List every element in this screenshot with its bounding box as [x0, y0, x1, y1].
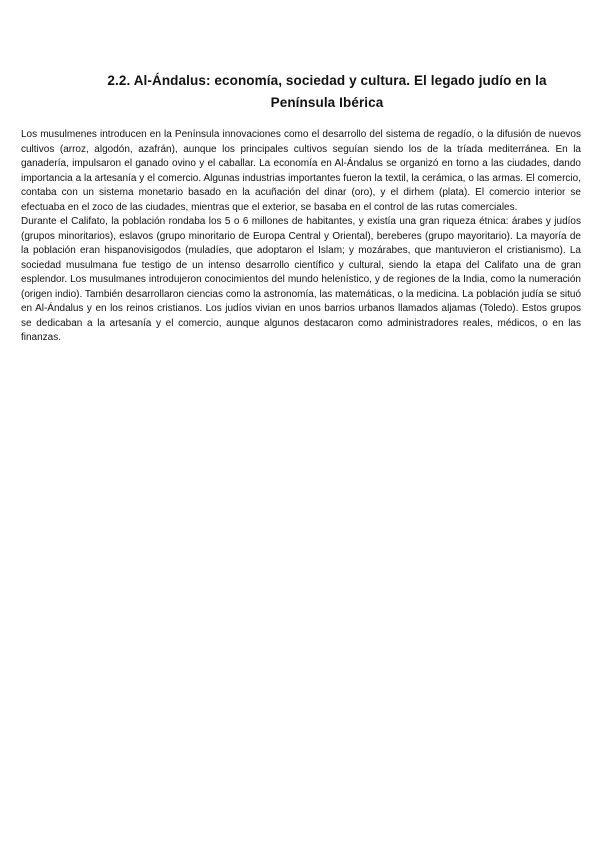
heading-line-2: Península Ibérica: [270, 95, 384, 110]
paragraph-economy: Los musulmenes introducen en la Península innovaciones como el desarrollo del sistema de regadío, o la difusión de nuevos cultivos (arroz, algodón, azafrán), aunque los principales cultivos seguían siendo los de la tríada mediterránea. En la ganadería, impulsaron el ganado ovino y el caballar. La economía en Al-Ándalus se organizó en torno a las ciudades, dando importancia a la artesanía y el comercio. Algunas industrias importantes fueron la textil, la cerámica, o las armas. El comercio, contaba con un sistema monetario basado en la acuñación del dinar (oro), y el dirhem (plata). El comercio interior se efectuaba en el zoco de las ciudades, mientras que el exterior, se basaba en el control de las rutas comerciales.: [21, 129, 581, 213]
section-heading: [92, 70, 562, 114]
body-text: [21, 128, 581, 346]
heading-line-1: 2.2. Al-Ándalus: economía, sociedad y cultura. El legado judío en la: [107, 73, 547, 88]
paragraph-society-culture: Durante el Califato, la población rondaba los 5 o 6 millones de habitantes, y existía una gran riqueza étnica: árabes y judíos (grupos minoritarios), eslavos (grupo minoritario de Europa Central y Oriental), bereberes (grupo mayoritario). La mayoría de la población eran hispanovisigodos (muladíes, que adoptaron el Islam; y mozárabes, que mantuvieron el cristianismo). La sociedad musulmana fue testigo de un intenso desarrollo científico y cultural, siendo la etapa del Califato una de gran esplendor. Los musulmanes introdujeron conocimientos del mundo helenístico, y de regiones de la India, como la numeración (origen indio). También desarrollaron ciencias como la astronomía, las matemáticas, o la medicina. La población judía se situó en Al-Ándalus y en los reinos cristianos. Los judíos vivian en unos barrios urbanos llamados aljamas (Toledo). Estos grupos se dedicaban a la artesanía y el comercio, aunque algunos destacaron como administradores reales, médicos, o en las finanzas.: [21, 216, 581, 343]
